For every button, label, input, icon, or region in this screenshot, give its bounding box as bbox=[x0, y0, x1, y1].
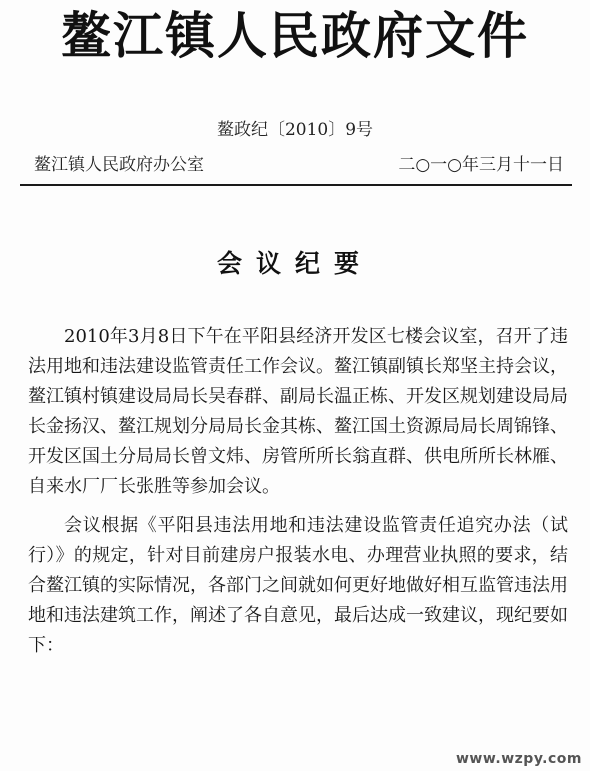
issuer-name: 鳌江镇人民政府办公室 bbox=[34, 155, 204, 175]
paragraph-2: 会议根据《平阳县违法用地和违法建设监管责任追究办法（试行）》的规定，针对目前建房户报装水电、办理营业执照的要求，结合鳌江镇的实际情况，各部门之间就如何更好地做好相互监管违法用地和违法建筑工作，阐述了各自意见，最后达成一致建议，现纪要如下： bbox=[28, 515, 568, 656]
watermark-text: www.wzpy.com bbox=[456, 751, 582, 767]
header-divider bbox=[20, 184, 572, 186]
body-text bbox=[28, 322, 568, 670]
document-header-title: 鳌江镇人民政府文件 bbox=[61, 6, 529, 65]
issuer-row bbox=[34, 152, 564, 178]
issue-date: 二○一○年三月十一日 bbox=[398, 155, 564, 175]
paragraph-1: 2010年3月8日下午在平阳县经济开发区七楼会议室，召开了违法用地和违法建设监管责任工作会议。鳌江镇副镇长郑坚主持会议，鳌江镇村镇建设局局长吴春群、副局长温正栋、开发区规划建设局局长金扬汉、鳌江规划分局局长金其栋、鳌江国土资源局局长周锦锋、开发区国土分局局长曾文炜、房管所所长翁直群、供电所所长林雁、自来水厂厂长张胜等参加会议。 bbox=[28, 326, 568, 497]
document-number: 鳌政纪〔2010〕9号 bbox=[216, 120, 374, 140]
section-heading: 会议纪要 bbox=[216, 249, 373, 278]
